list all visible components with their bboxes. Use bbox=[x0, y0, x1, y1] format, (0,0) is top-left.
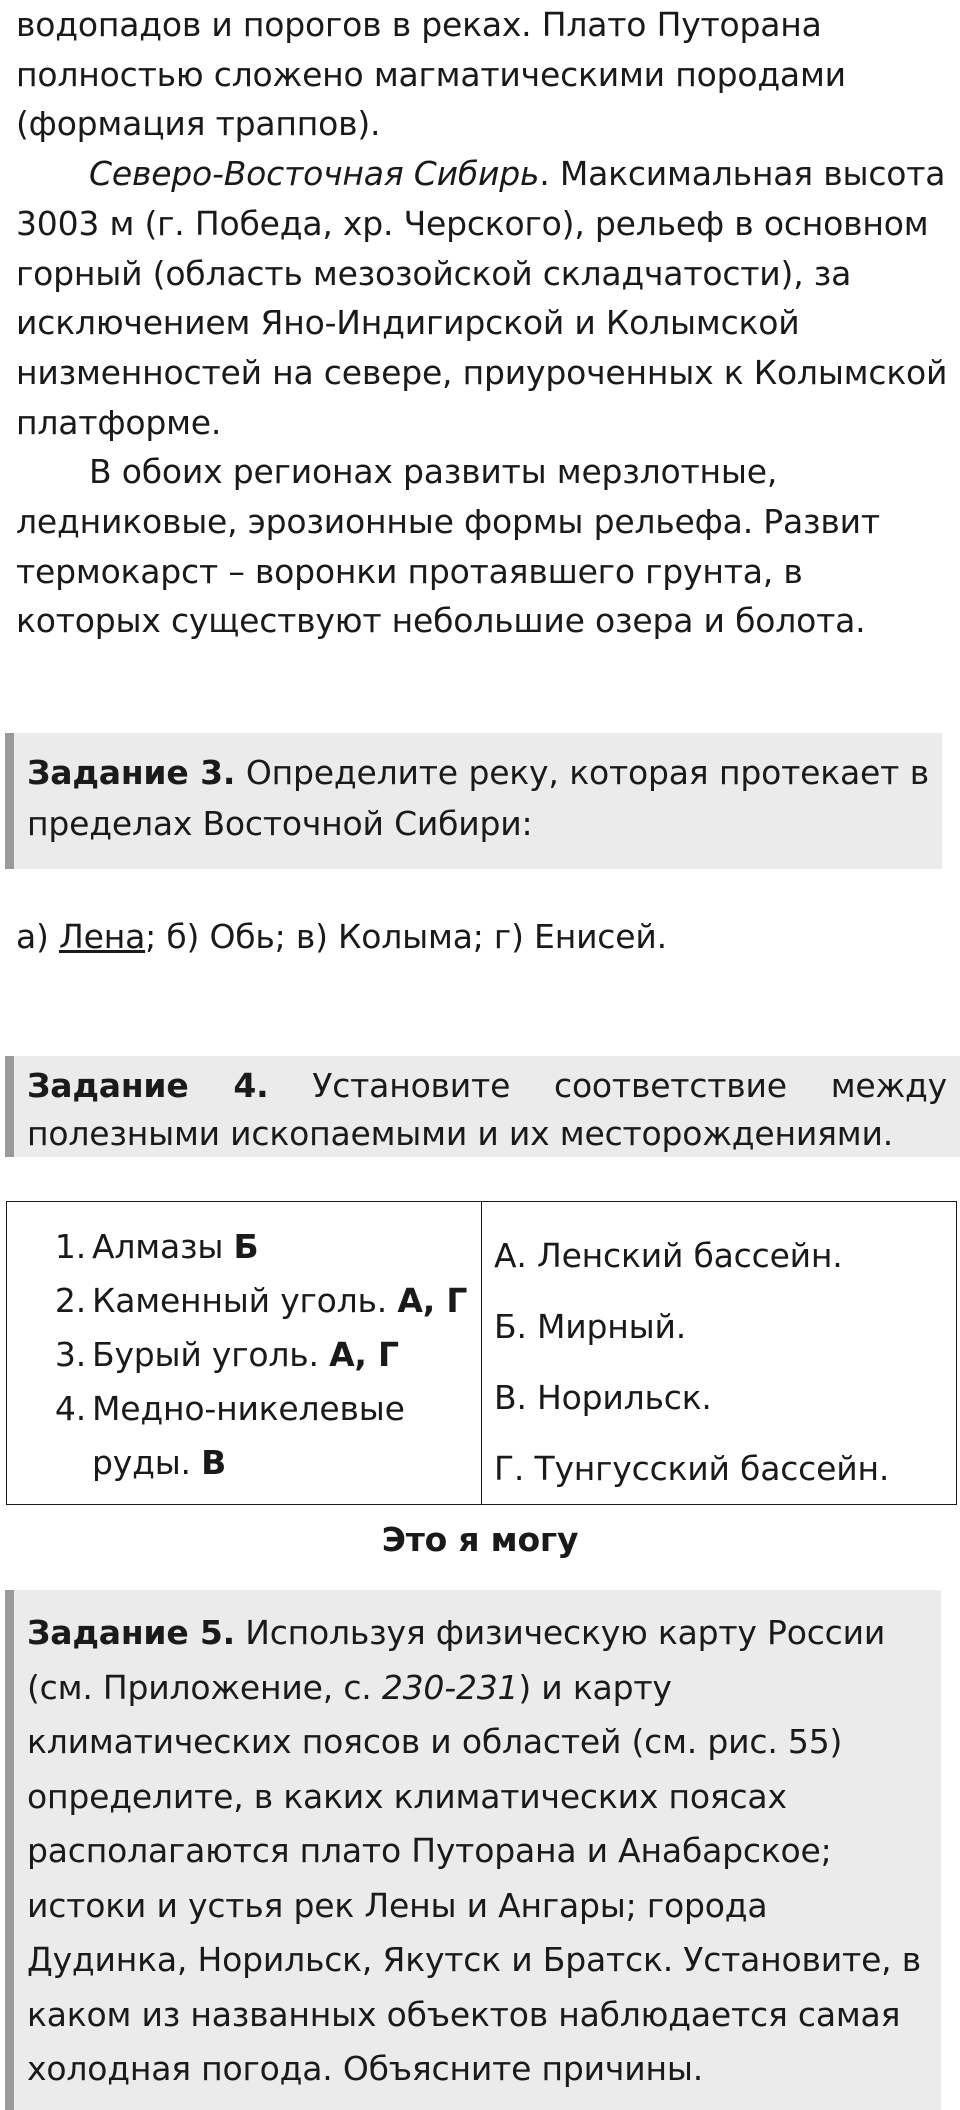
task-4-label: Задание 4. bbox=[27, 1066, 269, 1105]
task-5-text-part-2: ) и карту климатических поясов и областей (см. рис. 55) определите, в каких климатических поясах располагаются плато Путорана и Анабарское; истоки и устья рек Лены и Ангары; города Дудинка, Норильск, Якутск и Братск. Установите, в каком из названных объектов наблюдается самая холодная погода. Объясните причины. bbox=[27, 1667, 921, 2088]
mineral-item bbox=[7, 1274, 481, 1328]
mineral-name: Каменный уголь. bbox=[92, 1281, 398, 1320]
deposit-item: Г. Тунгусский бассейн. bbox=[494, 1449, 890, 1488]
intro-paragraph-3: В обоих регионах развиты мерзлотные, ледниковые, эрозионные формы рельефа. Развит термокарст – воронки протаявшего грунта, в которых существуют небольшие озера и болота. bbox=[16, 452, 880, 641]
deposits-list bbox=[482, 1202, 956, 1504]
matching-table bbox=[6, 1201, 957, 1505]
mineral-name: Алмазы bbox=[92, 1227, 234, 1266]
mineral-answer: А, Г bbox=[397, 1281, 468, 1320]
deposit-item: А. Ленский бассейн. bbox=[494, 1236, 843, 1275]
intro-paragraph-1: водопадов и порогов в реках. Плато Путорана полностью сложено магматическими породами (формация траппов). bbox=[16, 5, 846, 144]
item-number: 3. bbox=[54, 1335, 86, 1374]
deposit-item: Б. Мирный. bbox=[494, 1307, 687, 1346]
answer-options-rest: ; б) Обь; в) Колыма; г) Енисей. bbox=[145, 917, 667, 956]
task-5-page-range: 230-231 bbox=[381, 1667, 519, 1707]
mineral-answer: А, Г bbox=[329, 1335, 399, 1374]
mineral-name: Бурый уголь. bbox=[92, 1335, 330, 1374]
answer-a-prefix: а) bbox=[16, 917, 59, 956]
task-4-box bbox=[5, 1056, 960, 1157]
intro-text bbox=[16, 0, 952, 646]
item-number: 1. bbox=[54, 1227, 86, 1266]
correct-answer: Лена bbox=[59, 917, 146, 956]
mineral-item bbox=[7, 1382, 481, 1490]
task-5-text-part-1: Используя физическую карту России (см. Приложение, с. bbox=[27, 1613, 886, 1707]
item-number: 4. bbox=[54, 1389, 86, 1428]
deposits-column bbox=[482, 1202, 957, 1505]
mineral-name: Медно-никелевые руды. bbox=[92, 1389, 405, 1482]
mineral-answer: В bbox=[201, 1443, 227, 1482]
item-number: 2. bbox=[54, 1281, 86, 1320]
mineral-item bbox=[7, 1220, 481, 1274]
task-4-text: Установите соответствие между полезными ископаемыми и их месторождениями. bbox=[27, 1066, 947, 1153]
mineral-answer: Б bbox=[233, 1227, 259, 1266]
region-name-northeast-siberia: Северо-Восточная Сибирь bbox=[89, 154, 540, 194]
mineral-item bbox=[7, 1328, 481, 1382]
task-3-text: Определите реку, которая протекает в пределах Восточной Сибири: bbox=[27, 753, 929, 843]
task-3-answers bbox=[16, 912, 667, 962]
intro-paragraph-2 bbox=[16, 149, 952, 447]
task-3-label: Задание 3. bbox=[27, 753, 236, 792]
intro-paragraph-2-rest: . Максимальная высота 3003 м (г. Победа, хр. Черского), рельеф в основном горный (область мезозойской складчатости), за исключением Яно-Индигирской и Колымской низменностей на севере, приуроченных к Колымской платформе. bbox=[16, 154, 948, 442]
task-3-box bbox=[5, 733, 942, 869]
section-title: Это я могу bbox=[381, 1520, 579, 1559]
minerals-list bbox=[7, 1202, 481, 1490]
minerals-column bbox=[7, 1202, 482, 1505]
deposit-item: В. Норильск. bbox=[494, 1378, 712, 1417]
task-5-label: Задание 5. bbox=[27, 1613, 235, 1652]
task-5-box bbox=[5, 1590, 941, 2110]
